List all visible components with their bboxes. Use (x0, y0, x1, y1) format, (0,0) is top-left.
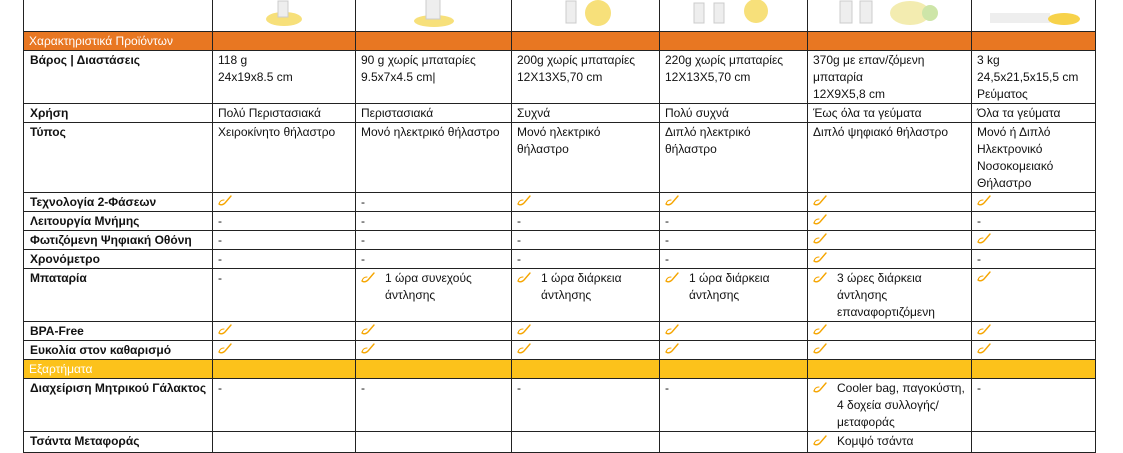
cell (808, 231, 972, 250)
cell: - (512, 250, 660, 269)
cell: - (660, 231, 808, 250)
cell (660, 341, 808, 360)
cell: Μονό ηλεκτρικό θήλαστρο (356, 123, 512, 193)
cell: - (660, 250, 808, 269)
check-icon (813, 252, 827, 264)
cell-text: 1 ώρα συνεχούς άντλησης (385, 271, 472, 302)
cell (660, 269, 808, 322)
check-icon (977, 271, 991, 283)
section-title: Χαρακτηριστικά Προϊόντων (24, 32, 213, 51)
row-milk (24, 379, 1096, 432)
row-use (24, 104, 1096, 123)
cell: - (213, 250, 356, 269)
row-type (24, 123, 1096, 193)
cell (972, 432, 1096, 453)
cell: - (213, 231, 356, 250)
row-two-phase (24, 193, 1096, 212)
check-icon (977, 233, 991, 245)
cell-text: Cooler bag, παγοκύστη, 4 δοχεία συλλογής/μεταφοράς (837, 381, 965, 429)
row-label: Χρήση (24, 104, 213, 123)
cell-text: 1 ώρα διάρκεια άντλησης (541, 271, 622, 302)
row-label: Τύπος (24, 123, 213, 193)
cell: 220g χωρίς μπαταρίες 12X13X5,70 cm (660, 51, 808, 104)
cell: 90 g χωρίς μπαταρίες 9.5x7x4.5 cm| (356, 51, 512, 104)
row-memory (24, 212, 1096, 231)
check-icon (665, 324, 679, 336)
check-icon (517, 324, 531, 336)
cell (512, 432, 660, 453)
cell: - (972, 250, 1096, 269)
section-characteristics (24, 32, 1096, 51)
cell: - (660, 379, 808, 432)
row-weight (24, 51, 1096, 104)
cell (972, 231, 1096, 250)
check-icon (361, 272, 375, 284)
cell (512, 269, 660, 322)
cell (356, 432, 512, 453)
cell (808, 212, 972, 231)
row-label: Τσάντα Μεταφοράς (24, 432, 213, 453)
check-icon (665, 272, 679, 284)
cell: - (356, 379, 512, 432)
check-icon (813, 195, 827, 207)
cell: Μονό ηλεκτρικό θήλαστρο (512, 123, 660, 193)
check-icon (977, 324, 991, 336)
row-display (24, 231, 1096, 250)
check-icon (218, 343, 232, 355)
cell (213, 432, 356, 453)
cell: Χειροκίνητο θήλαστρο (213, 123, 356, 193)
row-label: Ευκολία στον καθαρισμό (24, 341, 213, 360)
check-icon (813, 233, 827, 245)
check-icon (665, 343, 679, 355)
product-image-1 (213, 0, 356, 32)
cell: - (512, 379, 660, 432)
cell (660, 322, 808, 341)
row-bag (24, 432, 1096, 453)
check-icon (977, 343, 991, 355)
cell (213, 193, 356, 212)
cell: - (356, 231, 512, 250)
check-icon (517, 195, 531, 207)
row-label: Φωτιζόμενη Ψηφιακή Οθόνη (24, 231, 213, 250)
cell (356, 341, 512, 360)
check-icon (813, 382, 827, 394)
check-icon (813, 435, 827, 447)
product-image-2 (356, 0, 512, 32)
cell: - (972, 379, 1096, 432)
section-title: Εξαρτήματα (24, 360, 213, 379)
cell: - (213, 212, 356, 231)
cell: Έως όλα τα γεύματα (808, 104, 972, 123)
check-icon (813, 324, 827, 336)
cell (512, 193, 660, 212)
cell: Μονό ή Διπλό Ηλεκτρονικό Νοσοκομειακό Θήλαστρο (972, 123, 1096, 193)
cell: Διπλό ηλεκτρικό θήλαστρο (660, 123, 808, 193)
row-label: Λειτουργία Μνήμης (24, 212, 213, 231)
cell (808, 193, 972, 212)
cell: Διπλό ψηφιακό θήλαστρο (808, 123, 972, 193)
row-label: BPA-Free (24, 322, 213, 341)
row-bpa (24, 322, 1096, 341)
row-label: Διαχείριση Μητρικού Γάλακτος (24, 379, 213, 432)
cell: - (356, 193, 512, 212)
cell (972, 341, 1096, 360)
check-icon (517, 343, 531, 355)
cell (356, 269, 512, 322)
product-image-6 (972, 0, 1096, 32)
cell (972, 322, 1096, 341)
check-icon (361, 324, 375, 336)
cell (808, 432, 972, 453)
cell (512, 322, 660, 341)
cell (213, 341, 356, 360)
cell: - (512, 231, 660, 250)
cell: Περιστασιακά (356, 104, 512, 123)
check-icon (813, 272, 827, 284)
cell-text: 3 ώρες διάρκεια άντλησης επαναφορτιζόμενη (837, 271, 935, 319)
cell (660, 193, 808, 212)
cell: - (356, 212, 512, 231)
cell-text: 1 ώρα διάρκεια άντλησης (689, 271, 770, 302)
product-image-row (24, 0, 1096, 32)
product-image-3 (512, 0, 660, 32)
cell: - (660, 212, 808, 231)
row-battery (24, 269, 1096, 322)
check-icon (517, 272, 531, 284)
check-icon (665, 195, 679, 207)
cell: - (213, 269, 356, 322)
cell (356, 322, 512, 341)
row-timer (24, 250, 1096, 269)
cell (808, 341, 972, 360)
cell (972, 193, 1096, 212)
cell: 118 g 24x19x8.5 cm (213, 51, 356, 104)
check-icon (977, 195, 991, 207)
check-icon (813, 214, 827, 226)
cell (512, 341, 660, 360)
cell: - (512, 212, 660, 231)
cell-text: Κομψό τσάντα (837, 434, 914, 448)
cell (660, 432, 808, 453)
check-icon (218, 195, 232, 207)
check-icon (361, 343, 375, 355)
cell: Πολύ Περιστασιακά (213, 104, 356, 123)
cell: Όλα τα γεύματα (972, 104, 1096, 123)
check-icon (218, 324, 232, 336)
product-image-4 (660, 0, 808, 32)
cell (213, 322, 356, 341)
row-label: Τεχνολογία 2-Φάσεων (24, 193, 213, 212)
section-accessories (24, 360, 1096, 379)
cell: - (972, 212, 1096, 231)
cell: 370g με επαν/ζόμενη μπαταρία 12X9X5,8 cm (808, 51, 972, 104)
cell: 3 kg 24,5x21,5x15,5 cm Ρεύματος (972, 51, 1096, 104)
cell (808, 322, 972, 341)
row-label: Χρονόμετρο (24, 250, 213, 269)
cell (808, 269, 972, 322)
row-label: Βάρος | Διαστάσεις (24, 51, 213, 104)
comparison-table (23, 0, 1096, 453)
cell: 200g χωρίς μπαταρίες 12X13X5,70 cm (512, 51, 660, 104)
cell: - (356, 250, 512, 269)
cell: - (213, 379, 356, 432)
cell (808, 250, 972, 269)
check-icon (813, 343, 827, 355)
product-image-5 (808, 0, 972, 32)
cell: Πολύ συχνά (660, 104, 808, 123)
row-cleaning (24, 341, 1096, 360)
cell (972, 269, 1096, 322)
cell (808, 379, 972, 432)
cell: Συχνά (512, 104, 660, 123)
row-label: Μπαταρία (24, 269, 213, 322)
